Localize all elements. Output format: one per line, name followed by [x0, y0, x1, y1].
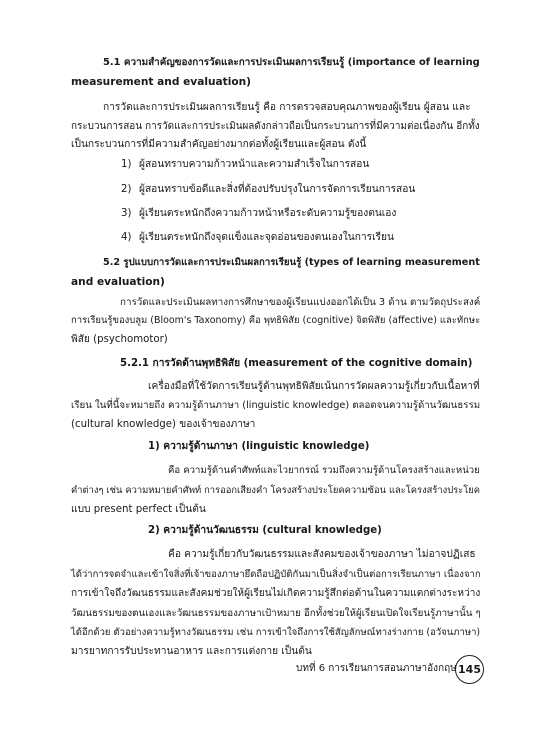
section-5-2-para-line: การวัดและประเมินผลทางการศึกษาของผู้เรียนแบ่งออกได้เป็น 3 ด้าน ตามวัตถุประสงค์: [120, 297, 481, 308]
section-5-1-title-line2: measurement and evaluation): [71, 76, 252, 88]
section-5-1-para-line: กระบวนการสอน การวัดและการประเมินผลดังกล่าวถือเป็นกระบวนการที่มีความต่อเนื่องกัน อีกทั้ง: [71, 121, 480, 132]
section-5-2-para-line: พิสัย (psychomotor): [71, 334, 168, 345]
section-5-1-para-line: เป็นกระบวนการที่มีความสำคัญอย่างมากต่อทั้งผู้เรียนและผู้สอน ดังนี้: [71, 139, 367, 150]
list-item-number: 2): [121, 184, 132, 195]
linguistic-knowledge-para-line: คือ ความรู้ด้านคำศัพท์และไวยากรณ์ รวมถึงความรู้ด้านโครงสร้างและหน่วย: [168, 465, 480, 476]
section-5-2-title-line2: and evaluation): [71, 276, 165, 288]
list-item-number: 1): [121, 159, 132, 170]
section-5-2-1-title: 5.2.1 การวัดด้านพุทธิพิสัย (measurement of the cognitive domain): [120, 358, 473, 369]
section-5-2-1-para-line: เรียน ในที่นี้จะหมายถึง ความรู้ด้านภาษา (linguistic knowledge) ตลอดจนความรู้ด้านวัฒนธรรม: [71, 400, 481, 411]
section-5-2-title-line1: 5.2 รูปแบบการวัดและการประเมินผลการเรียนรู้ (types of learning measurement: [103, 257, 480, 268]
section-5-2-para-line: การเรียนรู้ของบลูม (Bloom's Taxonomy) คือ พุทธิพิสัย (cognitive) จิตพิสัย (affective) และทักษะ: [71, 315, 481, 326]
cultural-knowledge-para-line: มารยาทการรับประทานอาหาร และการแต่งกาย เป็นต้น: [71, 646, 312, 657]
page-number: 145: [458, 663, 481, 676]
cultural-knowledge-para-line: ได้ว่าการจดจำและเข้าใจสิ่งที่เจ้าของภาษายึดถือปฏิบัติกันมาเป็นสิ่งจำเป็นต่อการเรียนภาษา เนื่องจาก: [71, 569, 481, 580]
linguistic-knowledge-para-line: คำต่างๆ เช่น ความหมายคำศัพท์ การออกเสียงคำ โครงสร้างประโยคความซ้อน และโครงสร้างประโยค: [71, 485, 480, 496]
cultural-knowledge-para-line: การเข้าใจถึงวัฒนธรรมและสังคมช่วยให้ผู้เรียนไม่เกิดความรู้สึกต่อต้านในความแตกต่างระหว่าง: [71, 588, 481, 599]
cultural-knowledge-para-line: ได้อีกด้วย ตัวอย่างความรู้ทางวัฒนธรรม เช่น การเข้าใจถึงการใช้สัญลักษณ์ทางร่างกาย (อวัจนภาษา): [71, 627, 481, 638]
section-5-2-1-para-line: (cultural knowledge) ของเจ้าของภาษา: [71, 419, 256, 430]
list-item-number: 4): [121, 232, 132, 243]
list-item: ผู้สอนทราบข้อดีและสิ่งที่ต้องปรับปรุงในการจัดการเรียนการสอน: [139, 184, 416, 195]
list-item: ผู้สอนทราบความก้าวหน้าและความสำเร็จในการสอน: [139, 159, 370, 170]
cultural-knowledge-para-line: วัฒนธรรมของตนเองและวัฒนธรรมของภาษาเป้าหมาย อีกทั้งช่วยให้ผู้เรียนเปิดใจเรียนรู้ภาษานั้น ๆ: [71, 608, 481, 619]
cultural-knowledge-heading: 2) ความรู้ด้านวัฒนธรรม (cultural knowledge): [148, 525, 382, 536]
section-5-2-1-para-line: เครื่องมือที่ใช้วัดการเรียนรู้ด้านพุทธิพิสัยเน้นการวัดผลความรู้เกี่ยวกับเนื้อหาที่: [148, 381, 480, 392]
list-item-number: 3): [121, 208, 132, 219]
linguistic-knowledge-heading: 1) ความรู้ด้านภาษา (linguistic knowledge): [148, 441, 370, 452]
list-item: ผู้เรียนตระหนักถึงความก้าวหน้าหรือระดับความรู้ของตนเอง: [139, 208, 397, 219]
chapter-footer: บทที่ 6 การเรียนการสอนภาษาอังกฤษ: [296, 663, 457, 674]
page-number-badge: [455, 655, 484, 684]
section-5-1-title-line1: 5.1 ความสำคัญของการวัดและการประเมินผลการเรียนรู้ (importance of learning: [103, 57, 480, 68]
cultural-knowledge-para-line: คือ ความรู้เกี่ยวกับวัฒนธรรมและสังคมของเจ้าของภาษา ไม่อาจปฏิเสธ: [168, 549, 476, 560]
section-5-1-para-line: การวัดและการประเมินผลการเรียนรู้ คือ การตรวจสอบคุณภาพของผู้เรียน ผู้สอน และ: [103, 102, 471, 113]
list-item: ผู้เรียนตระหนักถึงจุดแข็งและจุดอ่อนของตนเองในการเรียน: [139, 232, 394, 243]
linguistic-knowledge-para-line: แบบ present perfect เป็นต้น: [71, 504, 206, 515]
